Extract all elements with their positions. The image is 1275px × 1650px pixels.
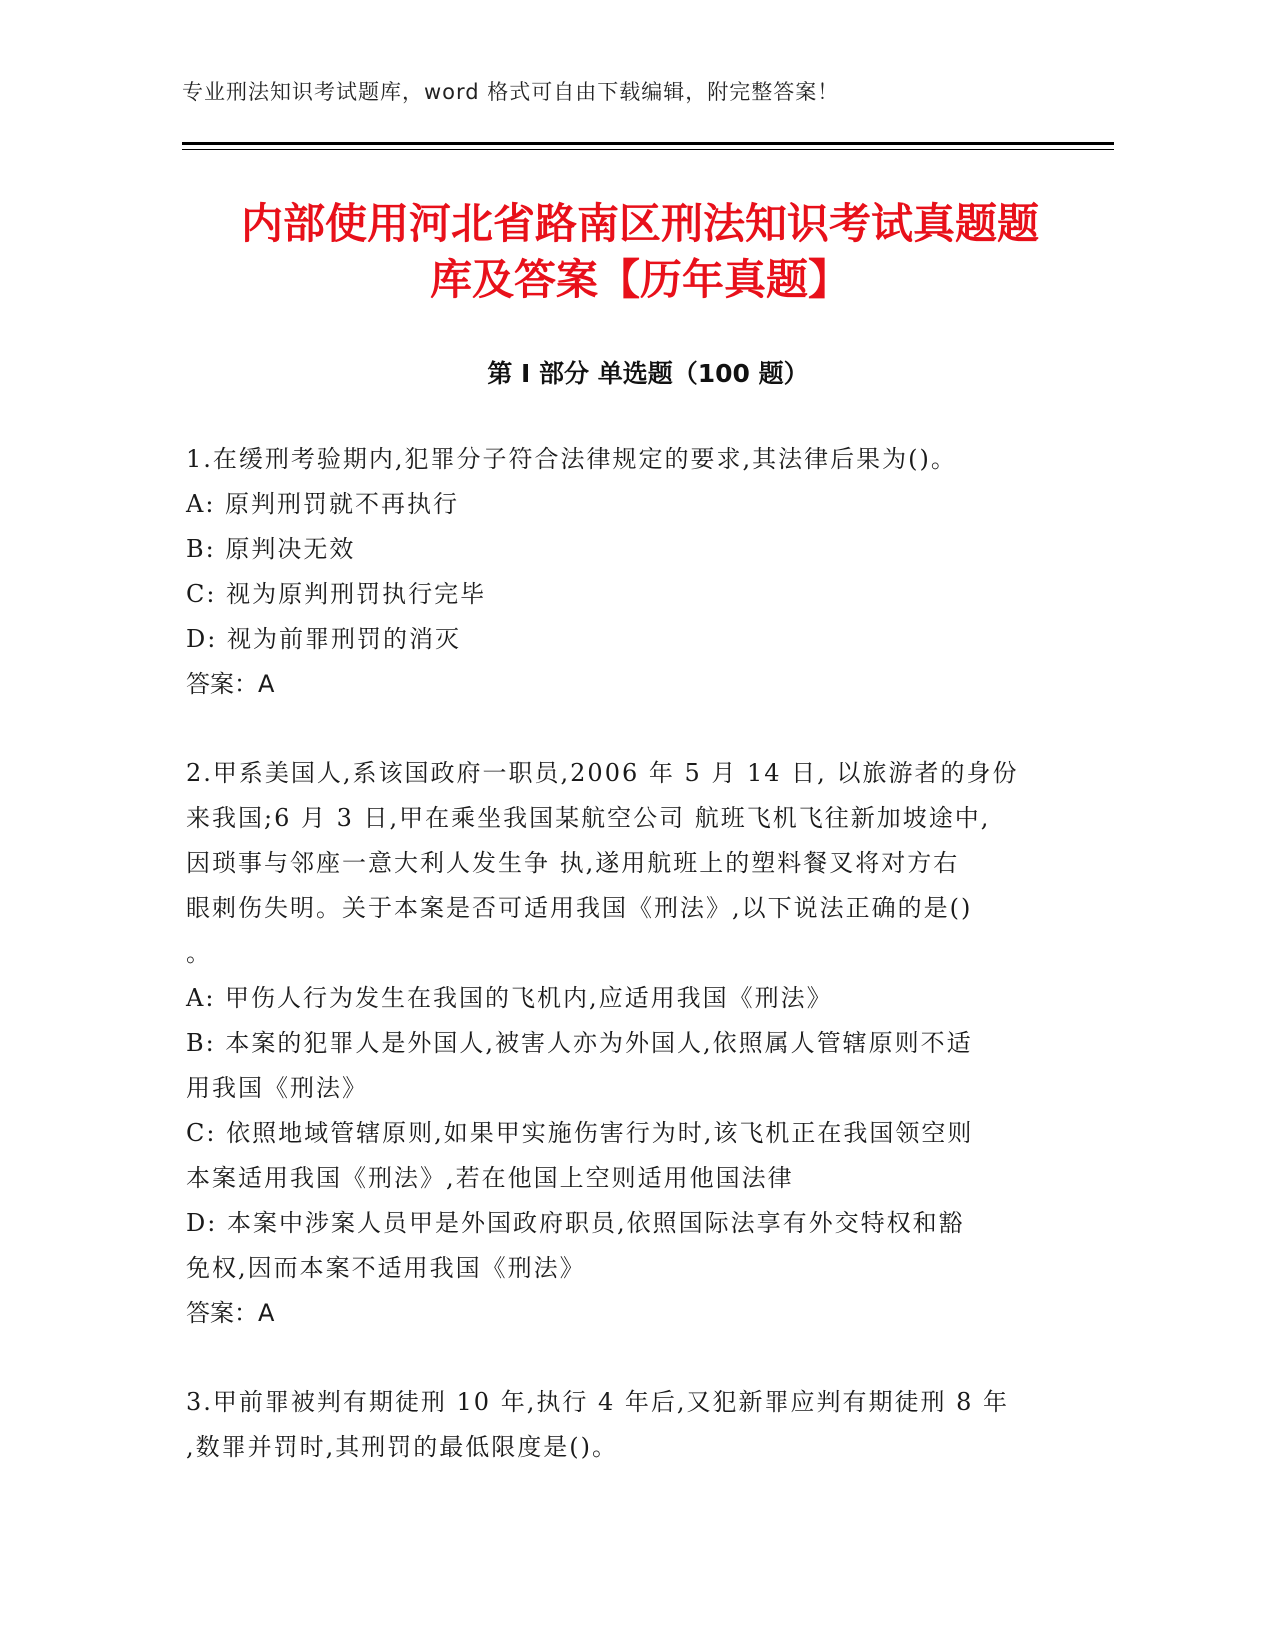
header-rule-thick — [182, 142, 1114, 145]
question-stem-line: ,数罪并罚时,其刑罚的最低限度是()。 — [186, 1433, 618, 1461]
question-list — [186, 437, 1086, 1514]
question-3 — [186, 1380, 1086, 1470]
option-c: C: 视为原判刑罚执行完毕 — [186, 580, 487, 608]
question-stem-line: 眼刺伤失明。关于本案是否可适用我国《刑法》,以下说法正确的是() — [186, 894, 973, 922]
option-a: A: 甲伤人行为发生在我国的飞机内,应适用我国《刑法》 — [186, 984, 833, 1012]
option-b: B: 原判决无效 — [186, 535, 356, 563]
option-c-continued: 本案适用我国《刑法》,若在他国上空则适用他国法律 — [186, 1164, 794, 1192]
document-title-line-2: 库及答案【历年真题】 — [429, 255, 850, 304]
question-stem-line: 1.在缓刑考验期内,犯罪分子符合法律规定的要求,其法律后果为()。 — [186, 445, 957, 473]
question-stem-line: 因琐事与邻座一意大利人发生争 执,遂用航班上的塑料餐叉将对方右 — [186, 849, 960, 877]
question-stem-line: 3.甲前罪被判有期徒刑 10 年,执行 4 年后,又犯新罪应判有期徒刑 8 年 — [186, 1388, 1010, 1416]
document-title-line-1: 内部使用河北省路南区刑法知识考试真题题 — [240, 199, 1039, 248]
page-header: 专业刑法知识考试题库，word 格式可自由下载编辑，附完整答案！ — [182, 80, 840, 104]
option-d: D: 视为前罪刑罚的消灭 — [186, 625, 461, 653]
header-rule-thin — [182, 149, 1114, 150]
option-b: B: 本案的犯罪人是外国人,被害人亦为外国人,依照属人管辖原则不适 — [186, 1029, 973, 1057]
question-stem-line: 2.甲系美国人,系该国政府一职员,2006 年 5 月 14 日, 以旅游者的身份 — [186, 759, 1019, 787]
option-a: A: 原判刑罚就不再执行 — [186, 490, 460, 518]
option-d-continued: 免权,因而本案不适用我国《刑法》 — [186, 1254, 586, 1282]
answer: 答案：A — [186, 670, 275, 698]
option-b-continued: 用我国《刑法》 — [186, 1074, 368, 1102]
option-c: C: 依照地域管辖原则,如果甲实施伤害行为时,该飞机正在我国领空则 — [186, 1119, 974, 1147]
question-2 — [186, 751, 1086, 1336]
question-stem-line: 来我国;6 月 3 日,甲在乘坐我国某航空公司 航班飞机飞往新加坡途中, — [186, 804, 991, 832]
answer: 答案：A — [186, 1299, 275, 1327]
document-title — [160, 196, 1120, 308]
option-d: D: 本案中涉案人员甲是外国政府职员,依照国际法享有外交特权和豁 — [186, 1209, 965, 1237]
question-1 — [186, 437, 1086, 707]
question-stem-line: 。 — [186, 939, 212, 967]
section-title: 第 I 部分 单选题（100 题） — [487, 359, 809, 388]
